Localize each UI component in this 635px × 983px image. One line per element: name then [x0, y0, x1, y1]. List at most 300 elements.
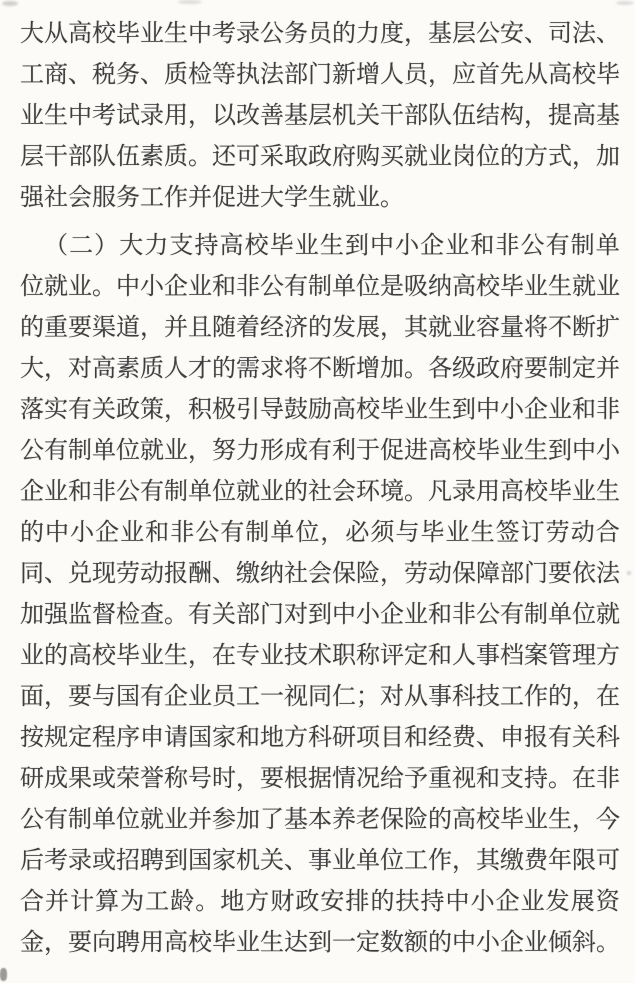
character: 商	[44, 61, 68, 88]
character: 从	[524, 61, 548, 88]
character: 制	[524, 601, 548, 628]
character: 中	[572, 437, 596, 464]
character: 导	[260, 396, 284, 423]
character: 时	[212, 765, 236, 792]
character: 度	[380, 20, 404, 47]
character: 合	[595, 519, 620, 546]
character: 业	[188, 683, 212, 710]
character: 制	[164, 478, 188, 505]
character: 进	[404, 437, 428, 464]
character: 录	[68, 847, 92, 874]
character: 工	[236, 683, 260, 710]
character: 部	[500, 560, 524, 587]
character: 高	[68, 20, 92, 47]
character: 有	[140, 683, 164, 710]
character: 服	[92, 184, 116, 211]
character: 会	[308, 560, 332, 587]
character: 业	[332, 847, 356, 874]
character: 力	[236, 437, 260, 464]
character: 今	[596, 806, 620, 833]
character: 环	[356, 478, 380, 505]
text-line	[20, 758, 620, 799]
character: 签	[495, 519, 520, 546]
character: 面	[20, 683, 44, 710]
character: 买	[380, 143, 404, 170]
character: 业	[356, 184, 380, 211]
character: 。	[164, 601, 188, 628]
character: 生	[596, 478, 620, 505]
character: 作	[428, 847, 452, 874]
character: 用	[140, 929, 164, 956]
character: 形	[260, 437, 284, 464]
character: 劳	[116, 560, 140, 587]
character: 提	[548, 102, 572, 129]
character: 有	[68, 396, 92, 423]
character: 中	[445, 888, 470, 915]
character: 、	[596, 20, 620, 47]
character: 极	[212, 396, 236, 423]
character: 向	[92, 929, 116, 956]
character: 层	[20, 143, 44, 170]
character: 部	[404, 102, 428, 129]
character: 关	[572, 724, 596, 751]
character: 的	[20, 519, 44, 546]
character: ，	[404, 20, 428, 47]
character: 视	[284, 683, 308, 710]
character: 力	[356, 20, 380, 47]
character: 非	[495, 232, 520, 259]
text-line	[20, 95, 620, 136]
character: 将	[284, 355, 308, 382]
character: 经	[260, 314, 284, 341]
character: 资	[595, 888, 620, 915]
character: 进	[236, 184, 260, 211]
character: 扩	[596, 314, 620, 341]
character: 国	[188, 847, 212, 874]
character: 老	[356, 806, 380, 833]
character: 定	[404, 642, 428, 669]
text-line	[20, 717, 620, 758]
character: 、	[212, 560, 236, 587]
character: 生	[308, 184, 332, 211]
character: 技	[476, 683, 500, 710]
character: 企	[495, 888, 520, 915]
character: 社	[284, 560, 308, 587]
character: 定	[356, 929, 380, 956]
character: 执	[236, 61, 260, 88]
character: ，	[44, 929, 68, 956]
character: 落	[20, 396, 44, 423]
character: 考	[44, 847, 68, 874]
character: 位	[476, 143, 500, 170]
character: 一	[260, 683, 284, 710]
character: 保	[452, 560, 476, 587]
character: 依	[572, 560, 596, 587]
character: 本	[308, 806, 332, 833]
character: 称	[164, 765, 188, 792]
character: 位	[116, 437, 140, 464]
character: 校	[476, 273, 500, 300]
character: 大	[20, 20, 44, 47]
character: 业	[164, 437, 188, 464]
character: 企	[500, 929, 524, 956]
character: 济	[284, 314, 308, 341]
character: 法	[572, 20, 596, 47]
character: 首	[476, 61, 500, 88]
character: 予	[404, 765, 428, 792]
character: 的	[44, 642, 68, 669]
character: ，	[428, 61, 452, 88]
character: 并	[164, 314, 188, 341]
character: 引	[236, 396, 260, 423]
character: 实	[44, 396, 68, 423]
character: 到	[548, 437, 572, 464]
character: 。	[404, 355, 428, 382]
character: 的	[284, 478, 308, 505]
character: 干	[44, 143, 68, 170]
character: 求	[260, 355, 284, 382]
character: 重	[44, 314, 68, 341]
character: 业	[20, 102, 44, 129]
character: 安	[500, 20, 524, 47]
character: 程	[92, 724, 116, 751]
character: 促	[380, 437, 404, 464]
character: 费	[524, 847, 548, 874]
character: 就	[44, 273, 68, 300]
character: 高	[572, 102, 596, 129]
character: 加	[236, 806, 260, 833]
character: 可	[596, 847, 620, 874]
character: 大	[260, 184, 284, 211]
character: 其	[476, 847, 500, 874]
character: 动	[570, 519, 595, 546]
character: 业	[452, 314, 476, 341]
character: 国	[188, 724, 212, 751]
character: 单	[188, 478, 212, 505]
character: 保	[332, 560, 356, 587]
character: 作	[524, 683, 548, 710]
character: 务	[284, 20, 308, 47]
character: 单	[548, 601, 572, 628]
character: 中	[476, 396, 500, 423]
text-line	[20, 54, 620, 95]
character: 业	[428, 143, 452, 170]
character: 理	[572, 642, 596, 669]
character: 小	[596, 437, 620, 464]
character: 生	[428, 396, 452, 423]
character: 随	[212, 314, 236, 341]
character: 质	[164, 143, 188, 170]
character: 中	[332, 601, 356, 628]
text-line	[20, 840, 620, 881]
character: 务	[116, 184, 140, 211]
character: 持	[524, 765, 548, 792]
character: 发	[332, 314, 356, 341]
character: 会	[68, 184, 92, 211]
character: 业	[524, 273, 548, 300]
character: 生	[164, 20, 188, 47]
character: 研	[20, 765, 44, 792]
character: 费	[452, 724, 476, 751]
character: 制	[548, 355, 572, 382]
character: 中	[116, 273, 140, 300]
character: 工	[404, 847, 428, 874]
character: ，	[572, 143, 596, 170]
character: 。	[188, 143, 212, 170]
character: 专	[236, 642, 260, 669]
character: 高	[452, 273, 476, 300]
character: 企	[20, 478, 44, 505]
character: 监	[68, 601, 92, 628]
character: 等	[212, 61, 236, 88]
character: 对	[68, 355, 92, 382]
character: 用	[164, 102, 188, 129]
character: 计	[70, 888, 95, 915]
character: 要	[68, 314, 92, 341]
character: 社	[308, 478, 332, 505]
character: 有	[500, 601, 524, 628]
character: 的	[428, 806, 452, 833]
character: 采	[260, 143, 284, 170]
text-line	[20, 635, 620, 676]
character: 的	[212, 355, 236, 382]
character: 毕	[500, 273, 524, 300]
character: 小	[395, 232, 420, 259]
character: 各	[428, 355, 452, 382]
character: 基	[284, 806, 308, 833]
character: 高	[548, 61, 572, 88]
character: 位	[380, 847, 404, 874]
character: 须	[370, 519, 395, 546]
character: 中	[45, 519, 70, 546]
character: 单	[595, 232, 620, 259]
character: 对	[380, 683, 404, 710]
character: 促	[212, 184, 236, 211]
character: 校	[524, 478, 548, 505]
character: 规	[44, 724, 68, 751]
text-line	[20, 594, 620, 635]
character: 管	[548, 642, 572, 669]
character: 就	[596, 601, 620, 628]
character: 倾	[548, 929, 572, 956]
character: 可	[236, 143, 260, 170]
character: 毕	[500, 806, 524, 833]
character: 到	[452, 396, 476, 423]
character: 安	[320, 888, 345, 915]
character: 同	[308, 683, 332, 710]
character: 校	[244, 232, 269, 259]
character: 案	[524, 642, 548, 669]
character: 单	[332, 273, 356, 300]
character: 从	[404, 683, 428, 710]
character: 于	[356, 437, 380, 464]
character: 毕	[476, 437, 500, 464]
character: 和	[404, 724, 428, 751]
text-line	[20, 389, 620, 430]
character: 结	[476, 102, 500, 129]
character: 有	[44, 437, 68, 464]
character: 科	[308, 724, 332, 751]
character: 高	[428, 437, 452, 464]
character: 道	[116, 314, 140, 341]
character: 视	[452, 765, 476, 792]
character: 酬	[188, 560, 212, 587]
character: 高	[68, 642, 92, 669]
character: 养	[332, 806, 356, 833]
character: 障	[476, 560, 500, 587]
character: 要	[68, 929, 92, 956]
character: 生	[548, 806, 572, 833]
character: 强	[20, 184, 44, 211]
character: 境	[380, 478, 404, 505]
character: 一	[332, 929, 356, 956]
character: 经	[428, 724, 452, 751]
character: 险	[404, 806, 428, 833]
character: 后	[20, 847, 44, 874]
character: 校	[92, 20, 116, 47]
text-line	[20, 177, 620, 218]
character: ，	[44, 355, 68, 382]
character: 门	[308, 61, 332, 88]
character: 校	[356, 396, 380, 423]
character: 中	[452, 929, 476, 956]
character: 毕	[548, 478, 572, 505]
character: 队	[92, 143, 116, 170]
character: ，	[236, 765, 260, 792]
character: 据	[308, 765, 332, 792]
character: 质	[140, 355, 164, 382]
character: 到	[308, 601, 332, 628]
character: 其	[404, 314, 428, 341]
character: 、	[524, 20, 548, 47]
character: 中	[370, 232, 395, 259]
character: 质	[164, 61, 188, 88]
character: 业	[524, 806, 548, 833]
character: 公	[476, 20, 500, 47]
character: 伍	[452, 102, 476, 129]
character: 按	[20, 724, 44, 751]
character: 。	[404, 478, 428, 505]
character: 门	[524, 560, 548, 587]
character: 大	[20, 355, 44, 382]
character: 力	[144, 232, 169, 259]
character: 兑	[68, 560, 92, 587]
text-line	[20, 512, 620, 553]
character: 成	[284, 437, 308, 464]
character: 位	[212, 478, 236, 505]
character: 、	[284, 847, 308, 874]
character: 机	[332, 102, 356, 129]
character: 。	[596, 929, 620, 956]
character: 订	[520, 519, 545, 546]
character: 事	[476, 642, 500, 669]
character: 业	[260, 642, 284, 669]
character: 高	[452, 806, 476, 833]
character: 小	[356, 601, 380, 628]
character: ，	[320, 519, 345, 546]
character: 号	[188, 765, 212, 792]
character: 司	[548, 20, 572, 47]
character: 策	[140, 396, 164, 423]
character: 制	[308, 273, 332, 300]
character: 斜	[572, 929, 596, 956]
character: 和	[145, 519, 170, 546]
character: 非	[170, 519, 195, 546]
character: 或	[92, 847, 116, 874]
character: 就	[140, 806, 164, 833]
character: 公	[520, 232, 545, 259]
character: 就	[140, 437, 164, 464]
character: 限	[572, 847, 596, 874]
character: 渠	[92, 314, 116, 341]
character: ，	[188, 642, 212, 669]
character: 府	[500, 355, 524, 382]
character: 业	[596, 273, 620, 300]
character: 了	[260, 806, 284, 833]
character: 定	[572, 355, 596, 382]
text-line	[20, 13, 620, 54]
text-line	[20, 799, 620, 840]
character: 动	[428, 560, 452, 587]
character: 达	[284, 929, 308, 956]
character: 不	[548, 314, 572, 341]
character: 利	[332, 437, 356, 464]
character: 的	[332, 20, 356, 47]
character: 励	[308, 396, 332, 423]
character: 科	[596, 724, 620, 751]
character: 构	[500, 102, 524, 129]
character: 毕	[116, 20, 140, 47]
character: 誉	[140, 765, 164, 792]
character: 制	[68, 437, 92, 464]
character: 用	[476, 478, 500, 505]
character: 公	[260, 20, 284, 47]
character: 评	[380, 642, 404, 669]
character: 吸	[404, 273, 428, 300]
character: 人	[164, 355, 188, 382]
text-line	[20, 307, 620, 348]
character: 与	[395, 519, 420, 546]
character: 险	[356, 560, 380, 587]
character: 、	[476, 724, 500, 751]
character: 目	[380, 724, 404, 751]
character: 中	[188, 20, 212, 47]
character: 、	[68, 61, 92, 88]
character: ）	[94, 232, 119, 259]
character: 要	[524, 355, 548, 382]
character: ，	[572, 806, 596, 833]
character: 府	[332, 143, 356, 170]
character: 人	[452, 642, 476, 669]
character: 大	[119, 232, 144, 259]
character: 事	[428, 683, 452, 710]
character: 、	[44, 560, 68, 587]
character: 必	[345, 519, 370, 546]
character: ，	[524, 102, 548, 129]
character: 查	[140, 601, 164, 628]
character: 有	[220, 519, 245, 546]
character: 申	[140, 724, 164, 751]
character: 增	[356, 61, 380, 88]
character: ，	[188, 437, 212, 464]
character: 毕	[420, 519, 445, 546]
character: 政	[295, 888, 320, 915]
paragraph	[20, 13, 620, 218]
character: 位	[572, 601, 596, 628]
character: 龄	[170, 888, 195, 915]
character: 劳	[404, 560, 428, 587]
character: 业	[140, 642, 164, 669]
